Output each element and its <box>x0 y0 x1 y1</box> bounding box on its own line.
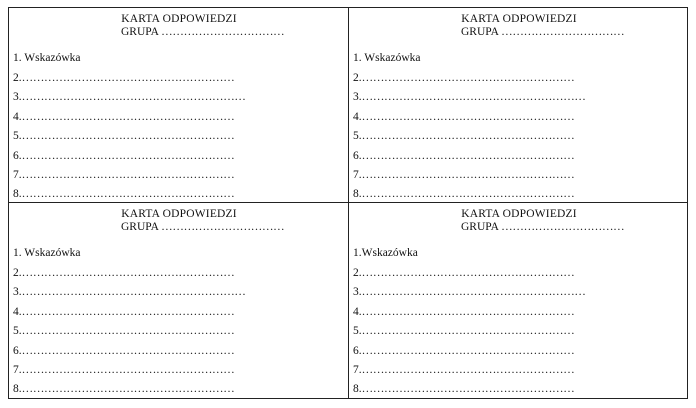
line-dots: ………………………………………………… <box>361 325 575 337</box>
line-dots: ………………………………………………… <box>21 130 235 142</box>
line-number: 4. <box>13 306 22 318</box>
line-dots: ………………………………………………… <box>361 364 575 376</box>
line-dots: ………………………………………………… <box>361 72 575 84</box>
line-text: Wskazówka <box>361 247 418 259</box>
answer-line-7[interactable] <box>353 364 574 376</box>
card-title: KARTA ODPOWIEDZI <box>461 13 577 25</box>
group-dots: …………………………… <box>501 221 625 233</box>
group-label: GRUPA <box>461 221 499 233</box>
card-title: KARTA ODPOWIEDZI <box>121 13 237 25</box>
line-number: 5. <box>13 325 22 337</box>
line-number: 3. <box>13 91 22 103</box>
line-dots: ………………………………………………… <box>361 345 575 357</box>
line-number: 8. <box>13 383 22 395</box>
line-dots: ………………………………………………… <box>361 267 575 279</box>
line-dots: ………………………………………………… <box>361 111 575 123</box>
answer-line-2[interactable] <box>353 72 574 84</box>
line-dots: ………………………………………………… <box>21 72 235 84</box>
answer-line-6[interactable] <box>13 150 234 162</box>
line-dots: ………………………………………………… <box>361 306 575 318</box>
card-title: KARTA ODPOWIEDZI <box>461 208 577 220</box>
line-number: 2. <box>353 72 362 84</box>
answer-sheet <box>8 7 688 399</box>
line-number: 8. <box>13 188 22 200</box>
group-dots: …………………………… <box>501 26 625 38</box>
line-dots: ………………………………………………… <box>361 169 575 181</box>
answer-card <box>349 203 687 398</box>
answer-line-8[interactable] <box>353 188 574 200</box>
answer-card <box>349 8 687 203</box>
answer-line-3[interactable] <box>353 91 586 103</box>
line-dots: ………………………………………………… <box>21 325 235 337</box>
answer-line-5[interactable] <box>13 130 234 142</box>
line-number: 1. <box>353 52 362 64</box>
line-number: 6. <box>13 150 22 162</box>
group-dots: …………………………… <box>161 221 285 233</box>
answer-line-3[interactable] <box>13 286 246 298</box>
line-number: 7. <box>13 169 22 181</box>
answer-line-8[interactable] <box>353 383 574 395</box>
answer-line-4[interactable] <box>353 306 574 318</box>
line-dots: ………………………………………………… <box>361 130 575 142</box>
line-number: 6. <box>13 345 22 357</box>
answer-line-2[interactable] <box>13 72 234 84</box>
line-dots: ………………………………………………… <box>361 188 575 200</box>
line-dots: ………………………………………………… <box>21 267 235 279</box>
answer-line-8[interactable] <box>13 383 234 395</box>
line-dots: ………………………………………………… <box>361 150 575 162</box>
answer-line-3[interactable] <box>13 91 246 103</box>
line-dots: ………………………………………………… <box>21 364 235 376</box>
line-number: 3. <box>13 286 22 298</box>
line-dots: ………………………………………………… <box>21 188 235 200</box>
line-number: 6. <box>353 345 362 357</box>
group-label: GRUPA <box>461 26 499 38</box>
line-dots: …………………………………………………… <box>361 91 586 103</box>
answer-line-6[interactable] <box>353 345 574 357</box>
answer-line-7[interactable] <box>13 364 234 376</box>
line-dots: …………………………………………………… <box>21 286 246 298</box>
line-number: 3. <box>353 286 362 298</box>
line-number: 7. <box>353 364 362 376</box>
answer-line-7[interactable] <box>13 169 234 181</box>
line-dots: ………………………………………………… <box>361 383 575 395</box>
line-number: 6. <box>353 150 362 162</box>
group-field[interactable] <box>461 221 624 233</box>
answer-card <box>9 8 349 203</box>
line-number: 2. <box>353 267 362 279</box>
answer-line-2[interactable] <box>13 267 234 279</box>
line-number: 7. <box>13 364 22 376</box>
line-number: 5. <box>353 130 362 142</box>
line-dots: …………………………………………………… <box>21 91 246 103</box>
group-dots: …………………………… <box>161 26 285 38</box>
line-dots: …………………………………………………… <box>361 286 586 298</box>
line-number: 4. <box>353 306 362 318</box>
answer-line-4[interactable] <box>13 111 234 123</box>
answer-line-1[interactable] <box>353 247 418 259</box>
line-text: Wskazówka <box>361 52 421 64</box>
answer-line-5[interactable] <box>353 325 574 337</box>
answer-line-1[interactable] <box>13 247 81 259</box>
answer-line-4[interactable] <box>13 306 234 318</box>
line-number: 5. <box>13 130 22 142</box>
group-field[interactable] <box>121 26 284 38</box>
line-number: 4. <box>353 111 362 123</box>
line-number: 1. <box>353 247 362 259</box>
answer-line-8[interactable] <box>13 188 234 200</box>
answer-line-1[interactable] <box>353 52 421 64</box>
answer-line-5[interactable] <box>353 130 574 142</box>
line-number: 1. <box>13 52 22 64</box>
line-dots: ………………………………………………… <box>21 150 235 162</box>
group-label: GRUPA <box>121 26 159 38</box>
answer-line-4[interactable] <box>353 111 574 123</box>
line-dots: ………………………………………………… <box>21 345 235 357</box>
line-number: 1. <box>13 247 22 259</box>
answer-card <box>9 203 349 398</box>
line-number: 3. <box>353 91 362 103</box>
line-dots: ………………………………………………… <box>21 306 235 318</box>
line-dots: ………………………………………………… <box>21 383 235 395</box>
answer-line-2[interactable] <box>353 267 574 279</box>
answer-line-3[interactable] <box>353 286 586 298</box>
card-title: KARTA ODPOWIEDZI <box>121 208 237 220</box>
group-field[interactable] <box>121 221 284 233</box>
group-label: GRUPA <box>121 221 159 233</box>
line-dots: ………………………………………………… <box>21 169 235 181</box>
line-number: 7. <box>353 169 362 181</box>
line-number: 5. <box>353 325 362 337</box>
answer-line-1[interactable] <box>13 52 81 64</box>
answer-line-6[interactable] <box>353 150 574 162</box>
answer-line-7[interactable] <box>353 169 574 181</box>
answer-line-6[interactable] <box>13 345 234 357</box>
line-number: 2. <box>13 72 22 84</box>
group-field[interactable] <box>461 26 624 38</box>
line-dots: ………………………………………………… <box>21 111 235 123</box>
line-text: Wskazówka <box>21 52 81 64</box>
line-number: 4. <box>13 111 22 123</box>
line-number: 8. <box>353 188 362 200</box>
answer-line-5[interactable] <box>13 325 234 337</box>
line-text: Wskazówka <box>21 247 81 259</box>
line-number: 2. <box>13 267 22 279</box>
line-number: 8. <box>353 383 362 395</box>
